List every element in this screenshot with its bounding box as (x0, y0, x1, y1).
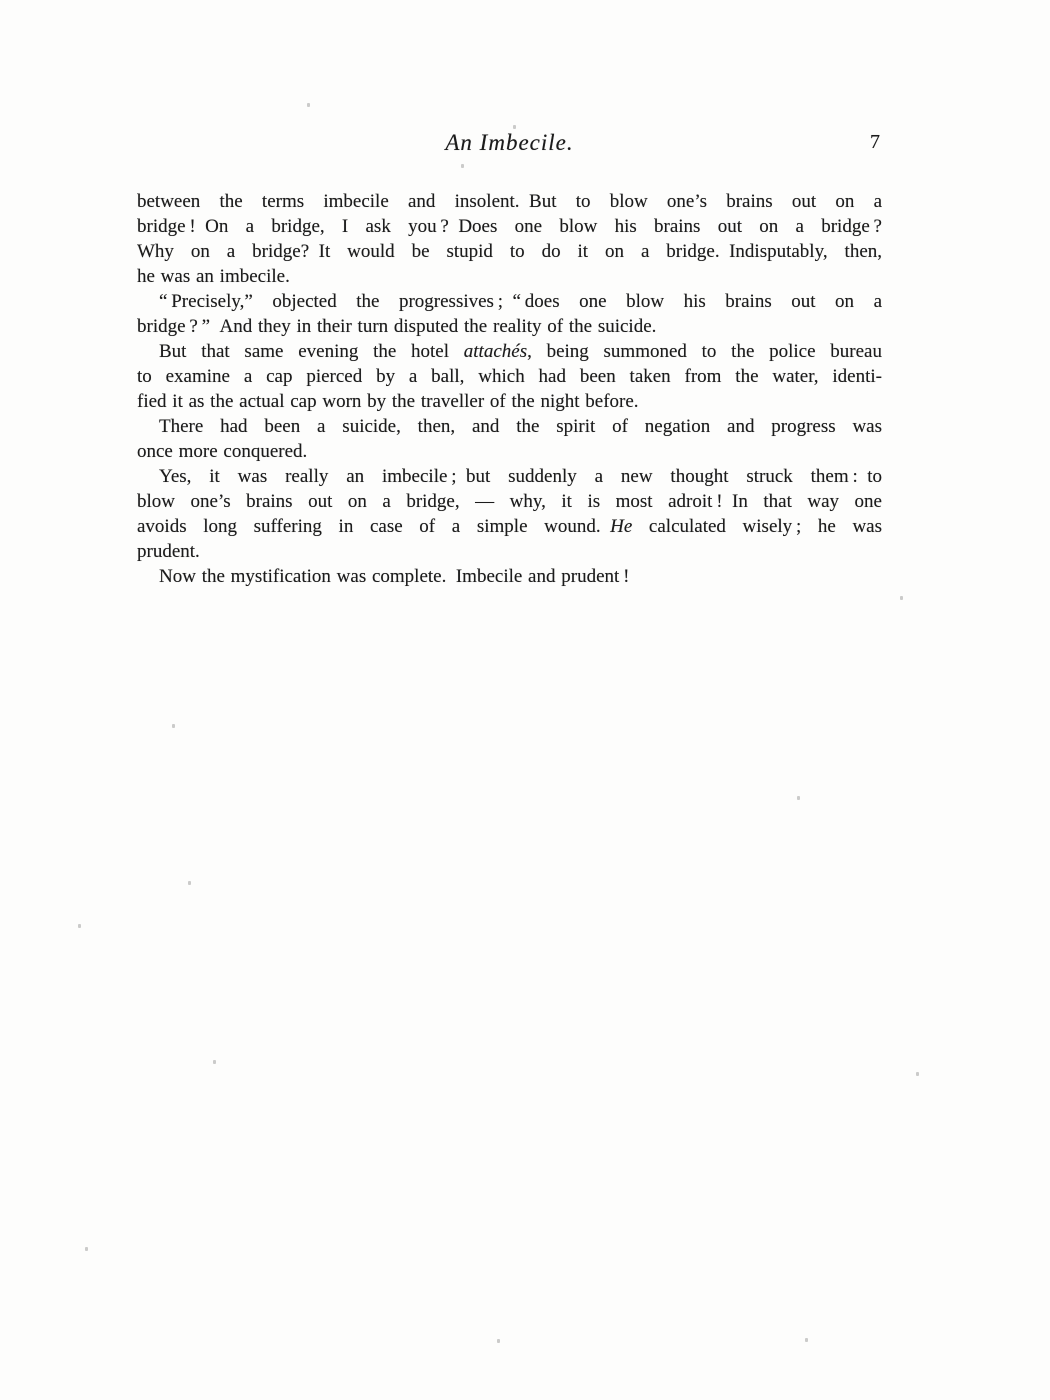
scan-speck (797, 796, 800, 800)
text-line (137, 514, 882, 539)
scan-speck (213, 1060, 216, 1064)
scan-speck (85, 1247, 88, 1251)
paragraph (137, 339, 882, 414)
text-line (137, 314, 882, 339)
text-segment: But that same evening the hotel (159, 341, 464, 362)
text-segment: calculated wisely ; he was (632, 516, 882, 537)
paragraph (137, 189, 882, 289)
scan-speck (78, 924, 81, 928)
scan-speck (513, 125, 516, 129)
chapter-title: An Imbecile. (445, 130, 574, 155)
paragraph (137, 289, 882, 339)
italic-text-segment: He (610, 516, 633, 537)
text-line (137, 214, 882, 239)
paragraph (137, 464, 882, 564)
text-segment: Yes, it was really an imbecile ; but suddenly a new thought struck them : to (159, 466, 882, 487)
scan-speck (188, 881, 191, 885)
text-line (137, 539, 882, 564)
text-segment: There had been a suicide, then, and the spirit of negation and progress was (159, 416, 882, 437)
italic-text-segment: attachés (463, 341, 528, 362)
text-segment: prudent. (137, 541, 200, 562)
text-line (137, 239, 882, 264)
running-header (137, 130, 882, 160)
scan-speck (900, 596, 903, 600)
scan-speck (916, 1072, 919, 1076)
text-segment: avoids long suffering in case of a simple wound. (137, 516, 611, 537)
text-segment: once more conquered. (137, 441, 308, 462)
text-segment: bridge ? ” And they in their turn disputed the reality of the suicide. (137, 316, 657, 337)
text-segment: bridge ! On a bridge, I ask you ? Does one blow his brains out on a bridge ? (137, 216, 882, 237)
paragraph (137, 564, 882, 589)
text-line (137, 289, 882, 314)
text-line (137, 464, 882, 489)
scan-speck (497, 1339, 500, 1343)
text-segment: Now the mystification was complete. Imbecile and prudent ! (159, 566, 630, 587)
text-segment: to examine a cap pierced by a ball, which had been taken from the water, identi- (137, 366, 882, 387)
page-number: 7 (870, 131, 880, 153)
text-segment: blow one’s brains out on a bridge, — why, it is most adroit ! In that way one (137, 491, 882, 512)
text-segment: “ Precisely,” objected the progressives ; “ does one blow his brains out on a (159, 291, 882, 312)
text-segment: Why on a bridge? It would be stupid to do it on a bridge. Indisputably, then, (137, 241, 882, 262)
scan-speck (461, 164, 464, 168)
scan-speck (307, 103, 310, 107)
paragraph (137, 414, 882, 464)
text-segment: , being summoned to the police bureau (527, 341, 882, 362)
text-line (137, 389, 882, 414)
text-segment: fied it as the actual cap worn by the traveller of the night before. (137, 391, 639, 412)
text-line (137, 439, 882, 464)
text-line (137, 189, 882, 214)
text-line (137, 339, 882, 364)
text-line (137, 564, 882, 589)
text-line (137, 489, 882, 514)
text-line (137, 264, 882, 289)
scan-speck (172, 724, 175, 728)
text-segment: he was an imbecile. (137, 266, 290, 287)
text-segment: between the terms imbecile and insolent. But to blow one’s brains out on a (137, 191, 882, 212)
text-line (137, 414, 882, 439)
scan-speck (805, 1338, 808, 1342)
text-block (137, 189, 882, 589)
text-line (137, 364, 882, 389)
